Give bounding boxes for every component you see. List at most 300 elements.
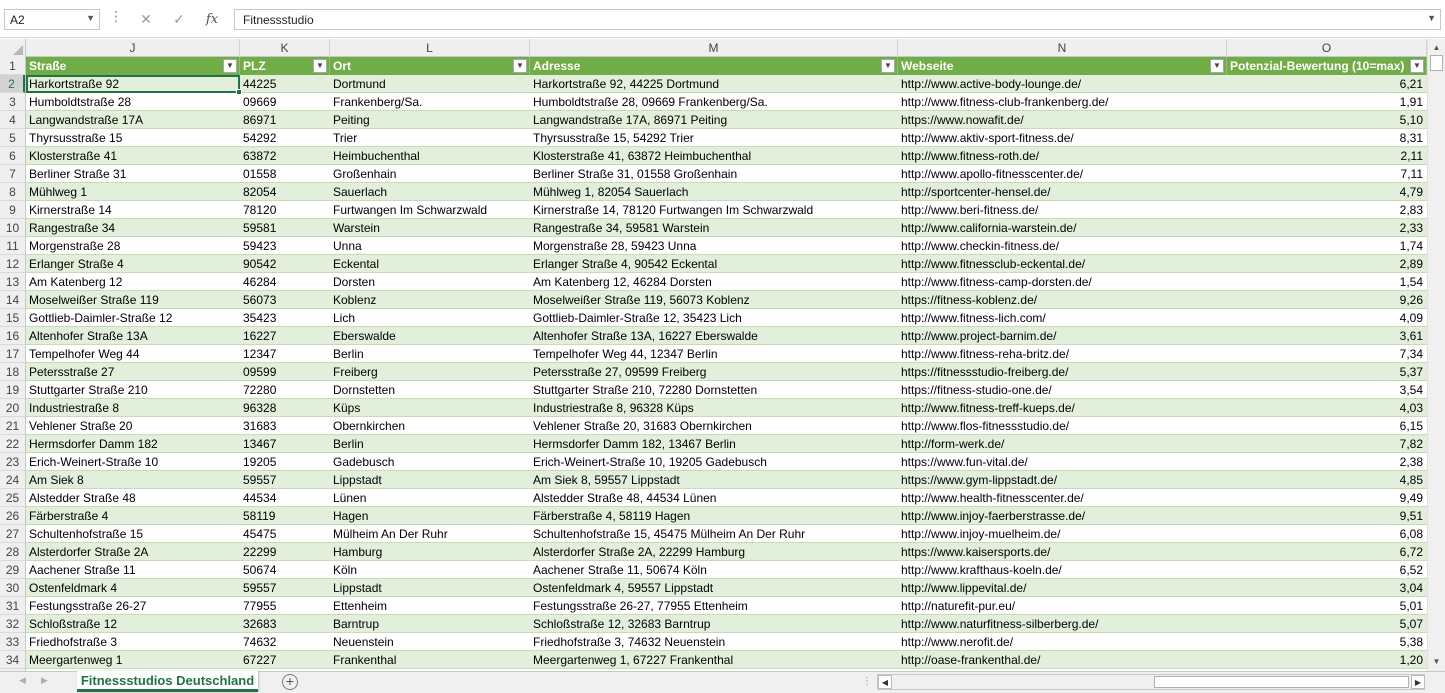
cell-ort[interactable]: Eberswalde xyxy=(333,329,396,343)
row-header[interactable]: 18 xyxy=(0,363,25,381)
cell-strasse[interactable]: Morgenstraße 28 xyxy=(29,239,121,253)
cell-plz[interactable]: 35423 xyxy=(243,311,277,325)
expand-formula-icon[interactable]: ▼ xyxy=(1427,13,1436,23)
cell-potenzial[interactable]: 5,38 xyxy=(1399,635,1423,649)
table-row xyxy=(26,255,1427,273)
cell-potenzial[interactable]: 5,10 xyxy=(1399,113,1423,127)
filter-dropdown-icon[interactable]: ▼ xyxy=(313,59,327,73)
cell-potenzial[interactable]: 6,52 xyxy=(1399,563,1423,577)
cell-plz[interactable]: 45475 xyxy=(243,527,277,541)
table-row xyxy=(26,93,1427,111)
cell-potenzial[interactable]: 2,89 xyxy=(1399,257,1423,271)
horizontal-scrollbar[interactable] xyxy=(877,674,1425,690)
cell-plz[interactable]: 77955 xyxy=(243,599,277,613)
row-header[interactable]: 5 xyxy=(0,129,25,147)
cell-potenzial[interactable]: 3,61 xyxy=(1399,329,1423,343)
cell-plz[interactable]: 46284 xyxy=(243,275,277,289)
row-header[interactable]: 34 xyxy=(0,651,25,669)
cell-strasse[interactable]: Am Siek 8 xyxy=(29,473,84,487)
header-label: Adresse xyxy=(533,59,581,73)
cell-webseite[interactable]: http://www.fitness-reha-britz.de/ xyxy=(901,347,1070,361)
header-label: PLZ xyxy=(243,59,266,73)
cell-ort[interactable]: Dornstetten xyxy=(333,383,396,397)
cell-ort[interactable]: Unna xyxy=(333,239,362,253)
cell-potenzial[interactable]: 5,07 xyxy=(1399,617,1423,631)
cell-potenzial[interactable]: 4,03 xyxy=(1399,401,1423,415)
cell-webseite[interactable]: https://www.kaisersports.de/ xyxy=(901,545,1051,559)
cell-webseite[interactable]: http://form-werk.de/ xyxy=(901,437,1005,451)
cell-strasse[interactable]: Klosterstraße 41 xyxy=(29,149,118,163)
header-strasse[interactable] xyxy=(26,57,240,75)
cancel-icon[interactable]: ✕ xyxy=(140,11,152,27)
table-row xyxy=(26,273,1427,291)
cell-plz[interactable]: 86971 xyxy=(243,113,277,127)
table-row xyxy=(26,471,1427,489)
cell-adresse[interactable]: Alstedder Straße 48, 44534 Lünen xyxy=(533,491,717,505)
row-header[interactable]: 12 xyxy=(0,255,25,273)
row-header[interactable]: 1 xyxy=(0,57,25,75)
cell-ort[interactable]: Trier xyxy=(333,131,358,145)
cell-potenzial[interactable]: 1,91 xyxy=(1399,95,1423,109)
table-row xyxy=(26,597,1427,615)
vertical-scroll-thumb[interactable] xyxy=(1430,55,1443,71)
cell-strasse[interactable]: Kirnerstraße 14 xyxy=(29,203,112,217)
cell-ort[interactable]: Köln xyxy=(333,563,358,577)
formula-input[interactable] xyxy=(234,9,1441,30)
cell-ort[interactable]: Frankenberg/Sa. xyxy=(333,95,423,109)
cell-ort[interactable]: Frankenthal xyxy=(333,653,397,667)
previous-sheet-icon[interactable]: ◀ xyxy=(19,675,26,685)
cell-strasse[interactable]: Erlanger Straße 4 xyxy=(29,257,124,271)
cell-webseite[interactable]: http://www.fitness-club-frankenberg.de/ xyxy=(901,95,1109,109)
cell-adresse[interactable]: Stuttgarter Straße 210, 72280 Dornstetten xyxy=(533,383,758,397)
cell-adresse[interactable]: Tempelhofer Weg 44, 12347 Berlin xyxy=(533,347,718,361)
row-header[interactable]: 25 xyxy=(0,489,25,507)
cell-potenzial[interactable]: 1,20 xyxy=(1399,653,1423,667)
name-box-dropdown-icon[interactable]: ▼ xyxy=(86,13,95,23)
cell-plz[interactable]: 44225 xyxy=(243,77,277,91)
cell-webseite[interactable]: https://fitness-koblenz.de/ xyxy=(901,293,1038,307)
cell-adresse[interactable]: Langwandstraße 17A, 86971 Peiting xyxy=(533,113,728,127)
cell-potenzial[interactable]: 6,21 xyxy=(1399,77,1423,91)
cell-potenzial[interactable]: 1,74 xyxy=(1399,239,1423,253)
cell-plz[interactable]: 78120 xyxy=(243,203,277,217)
cell-adresse[interactable]: Klosterstraße 41, 63872 Heimbuchenthal xyxy=(533,149,752,163)
cell-webseite[interactable]: http://www.active-body-lounge.de/ xyxy=(901,77,1082,91)
cell-strasse[interactable]: Thyrsusstraße 15 xyxy=(29,131,123,145)
row-header[interactable]: 19 xyxy=(0,381,25,399)
header-label: Straße xyxy=(29,59,67,73)
cell-adresse[interactable]: Rangestraße 34, 59581 Warstein xyxy=(533,221,710,235)
select-all-corner[interactable] xyxy=(0,39,26,57)
table-row xyxy=(26,363,1427,381)
cell-plz[interactable]: 74632 xyxy=(243,635,277,649)
cell-webseite[interactable]: http://www.naturfitness-silberberg.de/ xyxy=(901,617,1099,631)
cell-adresse[interactable]: Berliner Straße 31, 01558 Großenhain xyxy=(533,167,738,181)
cell-ort[interactable]: Dorsten xyxy=(333,275,376,289)
cell-adresse[interactable]: Schloßstraße 12, 32683 Barntrup xyxy=(533,617,711,631)
table-row xyxy=(26,111,1427,129)
cell-ort[interactable]: Freiberg xyxy=(333,365,378,379)
cell-strasse[interactable]: Aachener Straße 11 xyxy=(29,563,136,577)
cell-adresse[interactable]: Färberstraße 4, 58119 Hagen xyxy=(533,509,691,523)
cell-adresse[interactable]: Erich-Weinert-Straße 10, 19205 Gadebusch xyxy=(533,455,767,469)
cell-webseite[interactable]: http://www.apollo-fitnesscenter.de/ xyxy=(901,167,1084,181)
cell-plz[interactable]: 63872 xyxy=(243,149,277,163)
row-header[interactable]: 7 xyxy=(0,165,25,183)
cell-strasse[interactable]: Tempelhofer Weg 44 xyxy=(29,347,140,361)
cell-potenzial[interactable]: 2,83 xyxy=(1399,203,1423,217)
cell-ort[interactable]: Großenhain xyxy=(333,167,397,181)
cell-plz[interactable]: 56073 xyxy=(243,293,277,307)
enter-icon[interactable]: ✓ xyxy=(173,11,185,27)
cell-webseite[interactable]: http://sportcenter-hensel.de/ xyxy=(901,185,1051,199)
cell-webseite[interactable]: http://www.beri-fitness.de/ xyxy=(901,203,1039,217)
cell-webseite[interactable]: https://www.fun-vital.de/ xyxy=(901,455,1028,469)
sheet-tab-bar xyxy=(0,671,1445,693)
cell-adresse[interactable]: Kirnerstraße 14, 78120 Furtwangen Im Schwarzwald xyxy=(533,203,814,217)
cell-ort[interactable]: Heimbuchenthal xyxy=(333,149,420,163)
cell-adresse[interactable]: Festungsstraße 26-27, 77955 Ettenheim xyxy=(533,599,748,613)
cell-webseite[interactable]: http://www.flos-fitnessstudio.de/ xyxy=(901,419,1070,433)
cell-ort[interactable]: Sauerlach xyxy=(333,185,388,199)
cell-strasse[interactable]: Meergartenweg 1 xyxy=(29,653,123,667)
cell-potenzial[interactable]: 7,34 xyxy=(1399,347,1423,361)
cell-strasse[interactable]: Gottlieb-Daimler-Straße 12 xyxy=(29,311,173,325)
cell-plz[interactable]: 32683 xyxy=(243,617,277,631)
cell-strasse[interactable]: Rangestraße 34 xyxy=(29,221,116,235)
row-header[interactable]: 3 xyxy=(0,93,25,111)
cell-potenzial[interactable]: 6,08 xyxy=(1399,527,1423,541)
cell-adresse[interactable]: Harkortstraße 92, 44225 Dortmund xyxy=(533,77,720,91)
column-header-m[interactable]: M xyxy=(530,39,898,57)
row-header[interactable]: 30 xyxy=(0,579,25,597)
row-header[interactable]: 24 xyxy=(0,471,25,489)
row-header[interactable]: 29 xyxy=(0,561,25,579)
cell-webseite[interactable]: https://www.nowafit.de/ xyxy=(901,113,1024,127)
cell-strasse[interactable]: Petersstraße 27 xyxy=(29,365,115,379)
cell-strasse[interactable]: Färberstraße 4 xyxy=(29,509,109,523)
cell-potenzial[interactable]: 5,01 xyxy=(1399,599,1423,613)
table-row xyxy=(26,507,1427,525)
scroll-up-icon[interactable]: ▲ xyxy=(1432,43,1441,52)
cell-ort[interactable]: Lich xyxy=(333,311,356,325)
cell-webseite[interactable]: http://www.fitness-lich.com/ xyxy=(901,311,1046,325)
cell-potenzial[interactable]: 7,11 xyxy=(1400,167,1423,181)
cell-adresse[interactable]: Erlanger Straße 4, 90542 Eckental xyxy=(533,257,718,271)
table-row xyxy=(26,399,1427,417)
cell-strasse[interactable]: Am Katenberg 12 xyxy=(29,275,123,289)
filter-dropdown-icon[interactable]: ▼ xyxy=(881,59,895,73)
cell-plz[interactable]: 01558 xyxy=(243,167,277,181)
header-ort[interactable] xyxy=(330,57,530,75)
cell-potenzial[interactable]: 4,09 xyxy=(1399,311,1423,325)
cell-ort[interactable]: Warstein xyxy=(333,221,380,235)
column-header-o[interactable]: O xyxy=(1227,39,1427,57)
cell-ort[interactable]: Berlin xyxy=(333,437,364,451)
cell-ort[interactable]: Hagen xyxy=(333,509,369,523)
cell-webseite[interactable]: http://www.fitness-roth.de/ xyxy=(901,149,1040,163)
column-header-n[interactable]: N xyxy=(898,39,1227,57)
cell-strasse[interactable]: Schultenhofstraße 15 xyxy=(29,527,144,541)
cell-strasse[interactable]: Mühlweg 1 xyxy=(29,185,88,199)
name-box-value: A2 xyxy=(10,13,25,27)
cell-plz[interactable]: 67227 xyxy=(243,653,277,667)
cell-strasse[interactable]: Hermsdorfer Damm 182 xyxy=(29,437,158,451)
cell-adresse[interactable]: Meergartenweg 1, 67227 Frankenthal xyxy=(533,653,734,667)
scroll-right-icon[interactable]: ▶ xyxy=(1411,675,1425,689)
cell-webseite[interactable]: http://www.nerofit.de/ xyxy=(901,635,1014,649)
cell-ort[interactable]: Lippstadt xyxy=(333,473,382,487)
cell-plz[interactable]: 16227 xyxy=(243,329,277,343)
cell-plz[interactable]: 59423 xyxy=(243,239,277,253)
table-row xyxy=(26,417,1427,435)
cell-webseite[interactable]: http://www.checkin-fitness.de/ xyxy=(901,239,1060,253)
cell-ort[interactable]: Koblenz xyxy=(333,293,377,307)
tab-split-handle-icon[interactable]: ⋮ xyxy=(862,676,872,687)
cell-adresse[interactable]: Humboldtstraße 28, 09669 Frankenberg/Sa. xyxy=(533,95,768,109)
row-header[interactable]: 16 xyxy=(0,327,25,345)
cell-adresse[interactable]: Am Katenberg 12, 46284 Dorsten xyxy=(533,275,712,289)
row-header[interactable]: 6 xyxy=(0,147,25,165)
cell-ort[interactable]: Dortmund xyxy=(333,77,386,91)
cell-adresse[interactable]: Am Siek 8, 59557 Lippstadt xyxy=(533,473,680,487)
cell-ort[interactable]: Lünen xyxy=(333,491,367,505)
cell-strasse[interactable]: Vehlener Straße 20 xyxy=(29,419,133,433)
row-header[interactable]: 32 xyxy=(0,615,25,633)
cell-ort[interactable]: Berlin xyxy=(333,347,364,361)
filter-dropdown-icon[interactable]: ▼ xyxy=(1210,59,1224,73)
cell-webseite[interactable]: http://www.aktiv-sport-fitness.de/ xyxy=(901,131,1074,145)
cell-plz[interactable]: 09599 xyxy=(243,365,277,379)
header-adresse[interactable] xyxy=(530,57,898,75)
filter-dropdown-icon[interactable]: ▼ xyxy=(223,59,237,73)
cell-plz[interactable]: 09669 xyxy=(243,95,277,109)
cell-adresse[interactable]: Altenhofer Straße 13A, 16227 Eberswalde xyxy=(533,329,758,343)
table-body xyxy=(26,57,1427,671)
cell-strasse[interactable]: Harkortstraße 92 xyxy=(29,77,120,91)
cell-plz[interactable]: 82054 xyxy=(243,185,277,199)
row-header[interactable]: 20 xyxy=(0,399,25,417)
cell-webseite[interactable]: https://www.gym-lippstadt.de/ xyxy=(901,473,1058,487)
column-header-k[interactable]: K xyxy=(240,39,330,57)
cell-ort[interactable]: Küps xyxy=(333,401,361,415)
cell-potenzial[interactable]: 9,26 xyxy=(1399,293,1423,307)
table-row xyxy=(26,615,1427,633)
cell-ort[interactable]: Barntrup xyxy=(333,617,380,631)
vertical-scrollbar[interactable] xyxy=(1427,39,1445,671)
row-header[interactable]: 10 xyxy=(0,219,25,237)
table-row xyxy=(26,327,1427,345)
cell-webseite[interactable]: http://www.fitness-camp-dorsten.de/ xyxy=(901,275,1092,289)
cell-webseite[interactable]: http://www.fitnessclub-eckental.de/ xyxy=(901,257,1086,271)
table-row xyxy=(26,183,1427,201)
cell-ort[interactable]: Mülheim An Der Ruhr xyxy=(333,527,448,541)
cell-plz[interactable]: 44534 xyxy=(243,491,277,505)
cell-plz[interactable]: 59557 xyxy=(243,473,277,487)
row-header[interactable]: 15 xyxy=(0,309,25,327)
cell-adresse[interactable]: Petersstraße 27, 09599 Freiberg xyxy=(533,365,707,379)
cell-plz[interactable]: 58119 xyxy=(243,509,276,523)
table-row xyxy=(26,309,1427,327)
row-header[interactable]: 33 xyxy=(0,633,25,651)
row-header[interactable]: 17 xyxy=(0,345,25,363)
header-potenzial[interactable] xyxy=(1227,57,1427,75)
cell-potenzial[interactable]: 3,54 xyxy=(1399,383,1423,397)
cell-plz[interactable]: 12347 xyxy=(243,347,277,361)
cell-potenzial[interactable]: 7,82 xyxy=(1399,437,1423,451)
cell-webseite[interactable]: https://fitnessstudio-freiberg.de/ xyxy=(901,365,1069,379)
row-header[interactable]: 22 xyxy=(0,435,25,453)
cell-plz[interactable]: 59581 xyxy=(243,221,277,235)
cell-adresse[interactable]: Industriestraße 8, 96328 Küps xyxy=(533,401,694,415)
row-header[interactable]: 9 xyxy=(0,201,25,219)
cell-ort[interactable]: Obernkirchen xyxy=(333,419,406,433)
cell-webseite[interactable]: http://www.health-fitnesscenter.de/ xyxy=(901,491,1084,505)
cell-strasse[interactable]: Humboldtstraße 28 xyxy=(29,95,132,109)
cell-strasse[interactable]: Erich-Weinert-Straße 10 xyxy=(29,455,159,469)
cell-adresse[interactable]: Gottlieb-Daimler-Straße 12, 35423 Lich xyxy=(533,311,742,325)
scroll-down-icon[interactable]: ▼ xyxy=(1432,657,1441,666)
cell-webseite[interactable]: http://www.california-warstein.de/ xyxy=(901,221,1077,235)
row-header[interactable]: 11 xyxy=(0,237,25,255)
cell-strasse[interactable]: Alsterdorfer Straße 2A xyxy=(29,545,149,559)
cell-plz[interactable]: 50674 xyxy=(243,563,277,577)
cell-adresse[interactable]: Hermsdorfer Damm 182, 13467 Berlin xyxy=(533,437,736,451)
cell-adresse[interactable]: Morgenstraße 28, 59423 Unna xyxy=(533,239,697,253)
cell-webseite[interactable]: http://www.krafthaus-koeln.de/ xyxy=(901,563,1062,577)
horizontal-scroll-thumb[interactable] xyxy=(1154,676,1409,688)
cell-ort[interactable]: Hamburg xyxy=(333,545,383,559)
cell-plz[interactable]: 31683 xyxy=(243,419,277,433)
filter-dropdown-icon[interactable]: ▼ xyxy=(1410,59,1424,73)
next-sheet-icon[interactable]: ▶ xyxy=(41,675,48,685)
cell-strasse[interactable]: Altenhofer Straße 13A xyxy=(29,329,148,343)
cell-ort[interactable]: Eckental xyxy=(333,257,380,271)
cell-potenzial[interactable]: 1,54 xyxy=(1399,275,1423,289)
table-header-row xyxy=(26,57,1427,75)
cell-strasse[interactable]: Alstedder Straße 48 xyxy=(29,491,136,505)
row-header[interactable]: 27 xyxy=(0,525,25,543)
sheet-tab-fitnessstudios[interactable]: Fitnessstudios Deutschland xyxy=(77,671,258,692)
column-header-j[interactable]: J xyxy=(26,39,240,57)
row-header[interactable]: 4 xyxy=(0,111,25,129)
filter-dropdown-icon[interactable]: ▼ xyxy=(513,59,527,73)
row-header[interactable]: 21 xyxy=(0,417,25,435)
name-box[interactable] xyxy=(4,9,100,30)
cell-adresse[interactable]: Schultenhofstraße 15, 45475 Mülheim An Der Ruhr xyxy=(533,527,806,541)
row-header[interactable]: 26 xyxy=(0,507,25,525)
cell-plz[interactable]: 54292 xyxy=(243,131,277,145)
cell-webseite[interactable]: http://www.fitness-treff-kueps.de/ xyxy=(901,401,1075,415)
formula-bar-grip-icon[interactable]: ⋮ xyxy=(109,8,123,24)
cell-ort[interactable]: Peiting xyxy=(333,113,370,127)
cell-webseite[interactable]: http://www.project-barnim.de/ xyxy=(901,329,1057,343)
cell-ort[interactable]: Lippstadt xyxy=(333,581,382,595)
cell-adresse[interactable]: Vehlener Straße 20, 31683 Obernkirchen xyxy=(533,419,752,433)
cell-plz[interactable]: 19205 xyxy=(243,455,277,469)
cell-strasse[interactable]: Ostenfeldmark 4 xyxy=(29,581,118,595)
cell-adresse[interactable]: Thyrsusstraße 15, 54292 Trier xyxy=(533,131,694,145)
cell-potenzial[interactable]: 4,79 xyxy=(1399,185,1423,199)
cell-ort[interactable]: Gadebusch xyxy=(333,455,395,469)
cell-strasse[interactable]: Langwandstraße 17A xyxy=(29,113,144,127)
row-header[interactable]: 28 xyxy=(0,543,25,561)
cell-plz[interactable]: 59557 xyxy=(243,581,277,595)
cell-adresse[interactable]: Aachener Straße 11, 50674 Köln xyxy=(533,563,707,577)
cell-strasse[interactable]: Friedhofstraße 3 xyxy=(29,635,118,649)
insert-function-icon[interactable]: fx xyxy=(205,12,219,27)
cell-webseite[interactable]: http://naturefit-pur.eu/ xyxy=(901,599,1016,613)
cell-webseite[interactable]: http://oase-frankenthal.de/ xyxy=(901,653,1041,667)
row-header[interactable]: 23 xyxy=(0,453,25,471)
cell-potenzial[interactable]: 9,51 xyxy=(1399,509,1423,523)
table-row xyxy=(26,651,1427,669)
cell-adresse[interactable]: Alsterdorfer Straße 2A, 22299 Hamburg xyxy=(533,545,746,559)
cell-plz[interactable]: 96328 xyxy=(243,401,277,415)
cell-strasse[interactable]: Stuttgarter Straße 210 xyxy=(29,383,148,397)
cell-plz[interactable]: 72280 xyxy=(243,383,277,397)
cell-ort[interactable]: Neuenstein xyxy=(333,635,394,649)
cell-adresse[interactable]: Moselweißer Straße 119, 56073 Koblenz xyxy=(533,293,750,307)
table-row xyxy=(26,561,1427,579)
row-header[interactable]: 13 xyxy=(0,273,25,291)
cell-ort[interactable]: Furtwangen Im Schwarzwald xyxy=(333,203,488,217)
cell-webseite[interactable]: http://www.lippevital.de/ xyxy=(901,581,1027,595)
cell-potenzial[interactable]: 4,85 xyxy=(1399,473,1423,487)
cell-plz[interactable]: 90542 xyxy=(243,257,277,271)
cell-strasse[interactable]: Festungsstraße 26-27 xyxy=(29,599,147,613)
row-header[interactable]: 31 xyxy=(0,597,25,615)
table-row xyxy=(26,453,1427,471)
header-webseite[interactable] xyxy=(898,57,1227,75)
cell-strasse[interactable]: Industriestraße 8 xyxy=(29,401,120,415)
cell-adresse[interactable]: Mühlweg 1, 82054 Sauerlach xyxy=(533,185,689,199)
column-header-l[interactable]: L xyxy=(330,39,530,57)
cell-potenzial[interactable]: 8,31 xyxy=(1399,131,1423,145)
cell-potenzial[interactable]: 9,49 xyxy=(1399,491,1423,505)
row-header[interactable]: 8 xyxy=(0,183,25,201)
cell-potenzial[interactable]: 5,37 xyxy=(1399,365,1423,379)
cell-potenzial[interactable]: 2,33 xyxy=(1399,221,1423,235)
cell-plz[interactable]: 22299 xyxy=(243,545,277,559)
add-sheet-icon[interactable]: + xyxy=(282,674,298,690)
cell-potenzial[interactable]: 6,72 xyxy=(1399,545,1423,559)
cell-potenzial[interactable]: 2,38 xyxy=(1399,455,1423,469)
cell-potenzial[interactable]: 6,15 xyxy=(1399,419,1423,433)
cell-webseite[interactable]: http://www.injoy-muelheim.de/ xyxy=(901,527,1061,541)
cell-strasse[interactable]: Schloßstraße 12 xyxy=(29,617,118,631)
table-row xyxy=(26,381,1427,399)
table-row xyxy=(26,165,1427,183)
cell-webseite[interactable]: https://fitness-studio-one.de/ xyxy=(901,383,1052,397)
table-row xyxy=(26,345,1427,363)
cell-potenzial[interactable]: 3,04 xyxy=(1399,581,1423,595)
cell-strasse[interactable]: Moselweißer Straße 119 xyxy=(29,293,159,307)
header-label: Potenzial-Bewertung (10=max) xyxy=(1230,59,1405,73)
scroll-left-icon[interactable]: ◀ xyxy=(878,675,892,689)
header-label: Ort xyxy=(333,59,351,73)
row-header[interactable]: 2 xyxy=(0,75,25,93)
row-header[interactable]: 14 xyxy=(0,291,25,309)
cell-plz[interactable]: 13467 xyxy=(243,437,277,451)
cell-adresse[interactable]: Ostenfeldmark 4, 59557 Lippstadt xyxy=(533,581,714,595)
cell-potenzial[interactable]: 2,11 xyxy=(1400,149,1423,163)
cell-adresse[interactable]: Friedhofstraße 3, 74632 Neuenstein xyxy=(533,635,726,649)
cell-ort[interactable]: Ettenheim xyxy=(333,599,388,613)
cell-webseite[interactable]: http://www.injoy-faerberstrasse.de/ xyxy=(901,509,1086,523)
cell-strasse[interactable]: Berliner Straße 31 xyxy=(29,167,127,181)
